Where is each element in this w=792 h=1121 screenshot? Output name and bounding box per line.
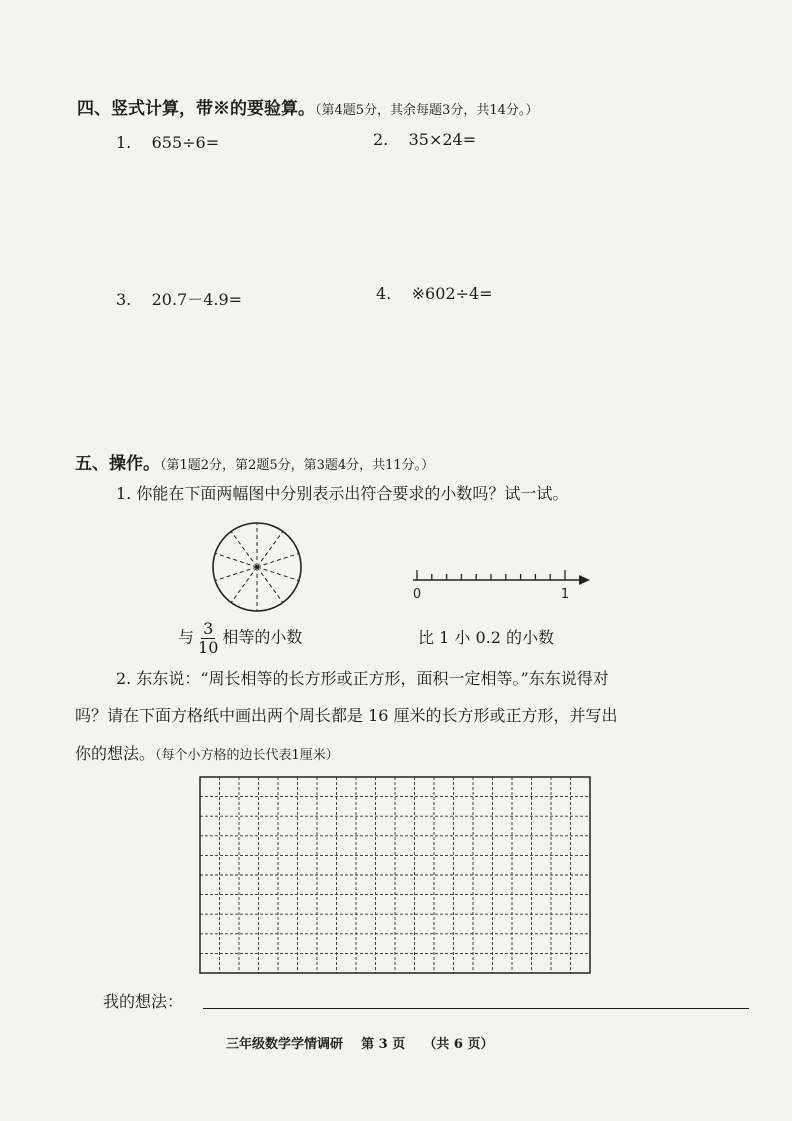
circle-sector-line bbox=[215, 567, 257, 581]
circle-sector-line bbox=[257, 567, 299, 581]
problem-1: 1. 655÷6= bbox=[116, 133, 220, 152]
answer-input-line[interactable] bbox=[203, 1008, 749, 1009]
circle-sector-line bbox=[257, 553, 299, 567]
problem-3: 3. 20.7－4.9= bbox=[116, 290, 243, 309]
section4-heading bbox=[77, 94, 538, 119]
section4-title: 四、竖式计算，带※的要验算。 bbox=[77, 99, 315, 119]
q1-text: 1. 你能在下面两幅图中分别表示出符合要求的小数吗？试一试。 bbox=[116, 484, 569, 503]
number-line-one: 1 bbox=[560, 587, 570, 602]
circle-label: 与 $\frac{3}{10}$ 相等的小数 bbox=[178, 619, 303, 657]
number-line-label: 比 1 小 0.2 的小数 bbox=[418, 628, 554, 647]
q2-line3: 你的想法。（每个小方格的边长代表1厘米） bbox=[75, 744, 339, 763]
section5-note: （第1题2分，第2题5分，第3题4分，共11分。） bbox=[160, 458, 435, 473]
decimal-circle bbox=[211, 521, 303, 613]
footer-title: 三年级数学学情调研 bbox=[226, 1037, 344, 1052]
fraction-3-10: $\frac{3}{10}$ bbox=[198, 619, 219, 657]
circle-sector-lines bbox=[215, 523, 299, 611]
q2-line1: 2. 东东说：“周长相等的长方形或正方形，面积一定相等。”东东说得对 bbox=[116, 669, 609, 688]
q2-note: （每个小方格的边长代表1厘米） bbox=[155, 748, 339, 763]
footer-total: （共 6 页） bbox=[423, 1037, 494, 1052]
section4-note: （第4题5分，其余每题3分，共14分。） bbox=[315, 103, 539, 118]
q2-line2: 吗？请在下面方格纸中画出两个周长都是 16 厘米的长方形或正方形，并写出 bbox=[75, 706, 618, 725]
circle-sector-line bbox=[231, 531, 257, 567]
circle-sector-line bbox=[257, 567, 283, 603]
number-line-arrow-icon bbox=[579, 575, 590, 585]
number-line-zero: 0 bbox=[412, 587, 422, 602]
section5-title: 五、操作。 bbox=[75, 454, 160, 474]
answer-label: 我的想法： bbox=[103, 992, 184, 1011]
grid-paper[interactable] bbox=[199, 776, 591, 974]
number-line bbox=[405, 564, 595, 604]
footer bbox=[226, 1033, 493, 1052]
circle-sector-line bbox=[215, 553, 257, 567]
footer-page: 第 3 页 bbox=[361, 1037, 406, 1052]
section5-heading bbox=[75, 449, 434, 474]
problem-2: 2. 35×24= bbox=[373, 130, 477, 149]
circle-sector-line bbox=[257, 531, 283, 567]
problem-4: 4. ※602÷4= bbox=[376, 284, 493, 303]
circle-sector-line bbox=[231, 567, 257, 603]
